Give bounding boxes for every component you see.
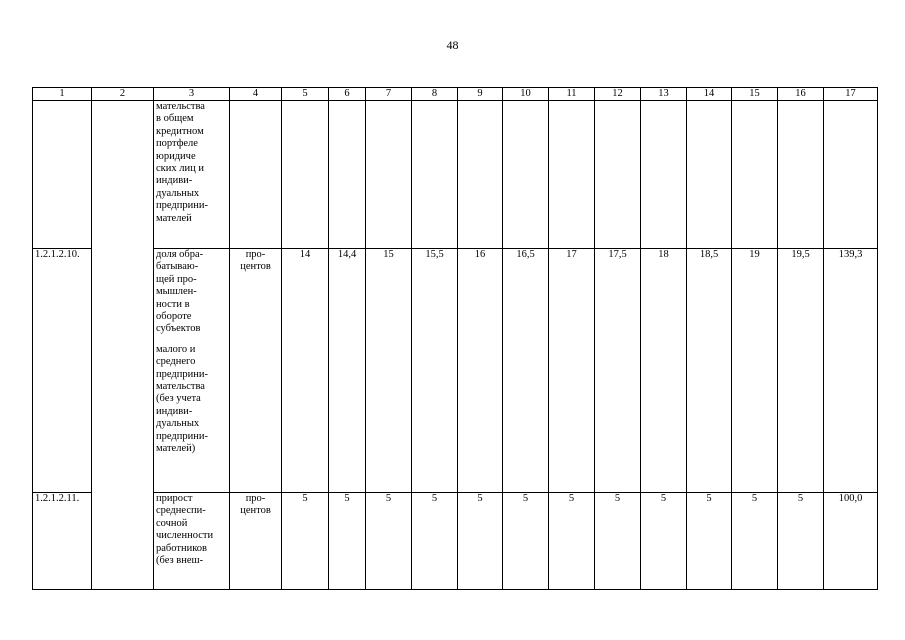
description-line: субъектов: [156, 323, 201, 335]
row-code: 1.2.1.2.11.: [33, 493, 92, 590]
empty-cell: [92, 249, 154, 493]
value-cell: 5: [595, 493, 641, 590]
description-line: мательства: [156, 101, 205, 112]
table-row: [33, 249, 878, 493]
column-header: 2: [92, 88, 154, 101]
description-line: прирост: [156, 493, 193, 504]
description-line: мательства: [156, 381, 205, 393]
description-line: (без учета: [156, 393, 201, 405]
value-cell: 18: [641, 249, 687, 493]
description-line: батываю-: [156, 261, 199, 273]
column-header: 8: [412, 88, 458, 101]
empty-cell: [92, 101, 154, 249]
description-line: работников: [156, 542, 207, 554]
column-header: 1: [33, 88, 92, 101]
value-cell: 5: [366, 493, 412, 590]
description-line: кредитном: [156, 125, 204, 137]
description-gap: [156, 336, 227, 344]
row-code: [33, 101, 92, 249]
row-description: [154, 493, 230, 590]
column-header: 16: [778, 88, 824, 101]
description-line: среднего: [156, 356, 196, 368]
column-header: 14: [687, 88, 732, 101]
table-row: [33, 101, 878, 249]
value-cell: 5: [412, 493, 458, 590]
empty-cell: [92, 493, 154, 590]
description-line: в общем: [156, 113, 194, 125]
description-line: дуальных: [156, 418, 200, 430]
value-cell: 17: [549, 249, 595, 493]
value-cell: [732, 101, 778, 249]
value-cell: 18,5: [687, 249, 732, 493]
value-cell: [549, 101, 595, 249]
value-cell: 5: [732, 493, 778, 590]
value-cell: [458, 101, 503, 249]
description-line: щей про-: [156, 273, 197, 285]
value-cell: 16,5: [503, 249, 549, 493]
row-description: [154, 101, 230, 249]
value-cell: [329, 101, 366, 249]
description-line: мышлен-: [156, 286, 197, 298]
description-line: мателей: [156, 212, 192, 224]
table-header-row: [33, 88, 878, 101]
description-line: среднеспи-: [156, 505, 206, 517]
description-line: доля обра-: [156, 249, 204, 260]
column-header: 15: [732, 88, 778, 101]
description-line: предприни-: [156, 430, 208, 442]
unit-line: центов: [240, 505, 271, 517]
value-cell: [641, 101, 687, 249]
value-cell: 5: [687, 493, 732, 590]
value-cell: 15: [366, 249, 412, 493]
description-line: юридиче: [156, 150, 196, 162]
unit-line: про-: [245, 249, 266, 260]
unit-line: центов: [240, 261, 271, 273]
description-line: индиви-: [156, 405, 193, 417]
value-cell: [503, 101, 549, 249]
description-line: ских лиц и: [156, 163, 204, 175]
value-cell: 15,5: [412, 249, 458, 493]
description-line: мателей): [156, 443, 196, 455]
value-cell: [282, 101, 329, 249]
unit-cell: [230, 249, 282, 493]
data-table: [32, 87, 878, 590]
column-header: 7: [366, 88, 412, 101]
description-line: портфеле: [156, 138, 198, 150]
value-cell: 19: [732, 249, 778, 493]
value-cell: [778, 101, 824, 249]
column-header: 11: [549, 88, 595, 101]
row-description: [154, 249, 230, 493]
column-header: 6: [329, 88, 366, 101]
value-cell: 14,4: [329, 249, 366, 493]
column-header: 17: [824, 88, 878, 101]
column-header: 12: [595, 88, 641, 101]
value-cell: 19,5: [778, 249, 824, 493]
description-line: сочной: [156, 517, 188, 529]
description-line: дуальных: [156, 187, 200, 199]
value-cell: 5: [282, 493, 329, 590]
column-header: 10: [503, 88, 549, 101]
description-line: ности в: [156, 298, 190, 310]
value-cell: 100,0: [824, 493, 878, 590]
value-cell: 17,5: [595, 249, 641, 493]
column-header: 4: [230, 88, 282, 101]
value-cell: [366, 101, 412, 249]
description-line: предприни-: [156, 200, 208, 212]
value-cell: 16: [458, 249, 503, 493]
value-cell: 139,3: [824, 249, 878, 493]
description-line: малого и: [156, 343, 196, 355]
table-row: [33, 493, 878, 590]
value-cell: 5: [329, 493, 366, 590]
value-cell: 5: [778, 493, 824, 590]
unit-cell: [230, 101, 282, 249]
column-header: 9: [458, 88, 503, 101]
row-code: 1.2.1.2.10.: [33, 249, 92, 493]
description-line: численности: [156, 530, 214, 542]
page-number: 48: [446, 38, 459, 52]
value-cell: 5: [503, 493, 549, 590]
column-header: 3: [154, 88, 230, 101]
value-cell: [824, 101, 878, 249]
column-header: 5: [282, 88, 329, 101]
value-cell: 14: [282, 249, 329, 493]
description-line: (без внеш-: [156, 555, 204, 567]
unit-cell: [230, 493, 282, 590]
value-cell: 5: [549, 493, 595, 590]
value-cell: 5: [641, 493, 687, 590]
description-line: обороте: [156, 311, 192, 323]
description-line: индиви-: [156, 175, 193, 187]
value-cell: [412, 101, 458, 249]
unit-line: про-: [245, 493, 266, 504]
description-line: предприни-: [156, 368, 208, 380]
value-cell: 5: [458, 493, 503, 590]
column-header: 13: [641, 88, 687, 101]
value-cell: [687, 101, 732, 249]
value-cell: [595, 101, 641, 249]
